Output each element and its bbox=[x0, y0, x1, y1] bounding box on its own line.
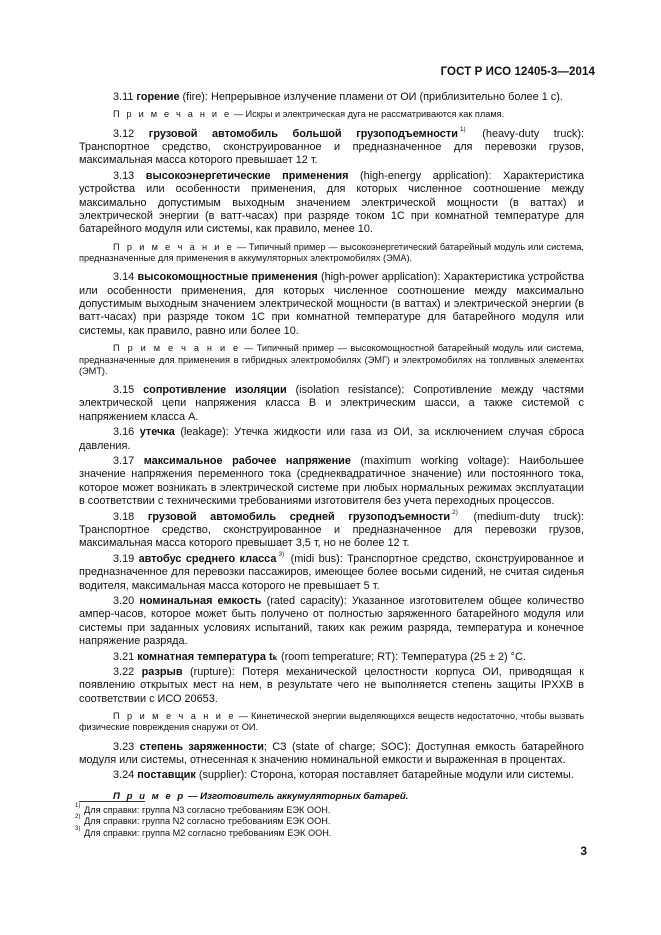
footnote-mark: 3) bbox=[75, 825, 81, 832]
term-name: комнатная температура bbox=[137, 650, 266, 663]
note-label: П р и м е ч а н и е bbox=[113, 711, 236, 722]
term-name: грузовой автомобиль большой грузоподъемности bbox=[148, 127, 458, 140]
term-number: 3.21 bbox=[113, 650, 135, 663]
definition-text: (rated capacity): Указанное изготовителем общее количество ампер-часов, которое может быть получено от полностью заряженного батарейного модуля или системы при заданных условиях испытаний, таких как режим разряда, температура и конечное напряжение разряда. bbox=[79, 595, 585, 648]
note-paragraph bbox=[79, 711, 584, 733]
term-name: сопротивление изоляции bbox=[143, 383, 287, 396]
note-text: — Типичный пример — высокоэнергетический батарейный модуль или система, предназначенные для применения в аккумуляторных электромобилях (ЭМА). bbox=[79, 241, 584, 264]
term-number: 3.16 bbox=[113, 426, 135, 439]
definition-text: (fire): Непрерывное излучение пламени от ОИ (приблизительно более 1 с). bbox=[179, 91, 563, 103]
footnote bbox=[75, 825, 332, 839]
definition-text: (high-energy application): Характеристика устройства или особенности применения, для которых численное соотношение между максимально допустимым выходным значением электрической мощности (в ваттах) и электрической энергии (в ватт-часах) при разряде током 1С при комнатной температуре для батарейного модуля или системы, как правило, менее 10. bbox=[79, 169, 584, 236]
footnote-text: Для справки: группа N2 согласно требованиям ЕЭК ООН. bbox=[84, 816, 331, 827]
term-number: 3.13 bbox=[113, 169, 135, 182]
term-name: высокоэнергетические применения bbox=[145, 169, 349, 182]
term-number: 3.15 bbox=[113, 383, 135, 396]
note-paragraph bbox=[79, 343, 584, 377]
footnote-text: Для справки: группа N3 согласно требованиям ЕЭК ООН. bbox=[84, 805, 331, 815]
footnote bbox=[75, 814, 331, 827]
footnote-divider bbox=[79, 801, 145, 802]
term-definition bbox=[79, 550, 584, 593]
term-name: максимальное рабочее напряжение bbox=[143, 454, 351, 467]
definition-text: (rupture): Потеря механической целостности корпуса ОИ, приводящая к появлению открытых мест на нем, в результате чего не выполняется степень защиты IPXXB в соответствии с ИСО 20653. bbox=[79, 666, 584, 705]
term-definition bbox=[79, 455, 584, 509]
term-name: автобус среднего класса bbox=[138, 552, 277, 565]
term-number: 3.24 bbox=[113, 769, 135, 782]
term-definition bbox=[79, 595, 584, 649]
footnote-reference[interactable]: 3) bbox=[278, 550, 285, 558]
footnote-mark: 2) bbox=[75, 814, 81, 821]
term-name: утечка bbox=[139, 426, 175, 439]
document-body bbox=[79, 91, 584, 803]
term-definition bbox=[79, 170, 584, 237]
note-text: — Типичный пример — высокомощностной батарейный модуль или система, предназначенные для применения в гибридных электромобилях (ЭМГ) и электромобилях на топливных элементах (ЭМТ). bbox=[79, 343, 584, 376]
document-header: ГОСТ Р ИСО 12405-3—2014 bbox=[440, 66, 595, 78]
footnote-reference[interactable]: 1) bbox=[459, 125, 466, 133]
example-paragraph bbox=[79, 790, 584, 803]
footnote bbox=[75, 803, 331, 816]
term-definition bbox=[79, 508, 584, 551]
term-name: высокомощностные применения bbox=[137, 271, 318, 284]
note-paragraph bbox=[79, 242, 584, 264]
term-definition bbox=[79, 426, 584, 453]
definition-text: (leakage): Утечка жидкости или газа из ОИ, за исключением случая сброса давления. bbox=[79, 426, 585, 452]
term-number: 3.12 bbox=[113, 127, 135, 140]
term-definition bbox=[79, 384, 584, 424]
term-name: поставщик bbox=[137, 769, 196, 782]
definition-text: (room temperature; RT): Температура (25 ± 2) °С. bbox=[277, 650, 526, 663]
note-label: П р и м е ч а н и е bbox=[113, 241, 234, 252]
term-definition bbox=[79, 271, 584, 338]
term-number: 3.19 bbox=[113, 552, 135, 565]
term-number: 3.22 bbox=[113, 666, 135, 679]
definition-text: (midi bus): Транспортное средство, сконструированное и предназначенное для перевозки пассажиров, имеющее более восьми сидений, не считая сиденья водителя, максимальная масса которого не превышает 5 т. bbox=[79, 552, 584, 592]
definition-text: (isolation resistance): Сопротивление между частями электрической цепи напряжения класса В и электрическим шасси, а также системой с напряжением класса А. bbox=[79, 383, 585, 423]
definition-text: (medium-duty truck): Транспортное средство, сконструированное и предназначенное для перевозки грузов, максимальная масса которого превышает 3,5 т, но не более 12 т. bbox=[79, 510, 584, 550]
note-label: П р и м е ч а н и е bbox=[113, 343, 241, 354]
term-definition bbox=[79, 741, 584, 768]
term-number: 3.18 bbox=[113, 510, 135, 523]
term-definition bbox=[79, 769, 584, 782]
note-label: П р и м е ч а н и е bbox=[113, 109, 232, 120]
example-label: П р и м е р bbox=[113, 790, 186, 802]
note-paragraph bbox=[79, 109, 584, 120]
term-number: 3.23 bbox=[113, 740, 135, 753]
page-number: 3 bbox=[580, 844, 587, 858]
footnotes bbox=[75, 803, 332, 839]
definition-text: (high-power application): Характеристика устройства или особенности применения, для которых численное соотношение между максимально допустимым выходным значением электрической мощности (в ваттах) и электрической энергии (в ватт-часах) при разряде током 1С при комнатной температуре для батарейного модуля или системы, как правило, равно или более 10. bbox=[79, 271, 584, 337]
footnote-text: Для справки: группа M2 согласно требованиям ЕЭК ООН. bbox=[84, 827, 332, 838]
term-symbol: tₖ bbox=[265, 650, 278, 663]
term-definition bbox=[79, 651, 584, 664]
definition-text: (supplier): Сторона, которая поставляет батарейные модули или системы. bbox=[195, 769, 574, 782]
term-name: горение bbox=[136, 91, 180, 103]
definition-text: (maximum working voltage): Наибольшее значение напряжения переменного тока (среднеквадратичное значение) или постоянного тока, которое может возникать в электрической системе при любых нормальных режимах эксплуатации в соответствии с техническими требованиями изготовителя без учета переходных процессов. bbox=[79, 454, 584, 508]
term-definition bbox=[79, 91, 584, 104]
term-definition bbox=[79, 125, 584, 168]
term-name: разрыв bbox=[141, 666, 183, 679]
term-name: грузовой автомобиль средней грузоподъемности bbox=[147, 510, 451, 523]
term-number: 3.20 bbox=[113, 595, 135, 607]
term-number: 3.17 bbox=[113, 454, 135, 467]
term-number: 3.11 bbox=[113, 91, 134, 103]
definition-text: ; СЗ (state of charge; SOC): Доступная емкость батарейного модуля или системы, отнесенная к значению номинальной емкости и выраженная в процентах. bbox=[79, 740, 584, 767]
term-definition bbox=[79, 666, 584, 706]
footnote-mark: 1) bbox=[75, 803, 81, 809]
definition-text: (heavy-duty truck): Транспортное средство, сконструированное и предназначенное для перевозки грузов, максимальная масса которого превышает 12 т. bbox=[79, 127, 584, 167]
note-text: — Искры и электрическая дуга не рассматриваются как пламя. bbox=[231, 109, 505, 120]
example-text: — Изготовитель аккумуляторных батарей. bbox=[185, 790, 409, 802]
term-name: степень заряженности bbox=[139, 740, 264, 753]
term-name: номинальная емкость bbox=[139, 595, 262, 607]
term-number: 3.14 bbox=[113, 271, 135, 284]
footnote-reference[interactable]: 2) bbox=[452, 508, 458, 516]
note-text: — Кинетической энергии выделяющихся веществ недостаточно, чтобы вызвать физические повреждения снаружи от ОИ. bbox=[79, 711, 585, 733]
